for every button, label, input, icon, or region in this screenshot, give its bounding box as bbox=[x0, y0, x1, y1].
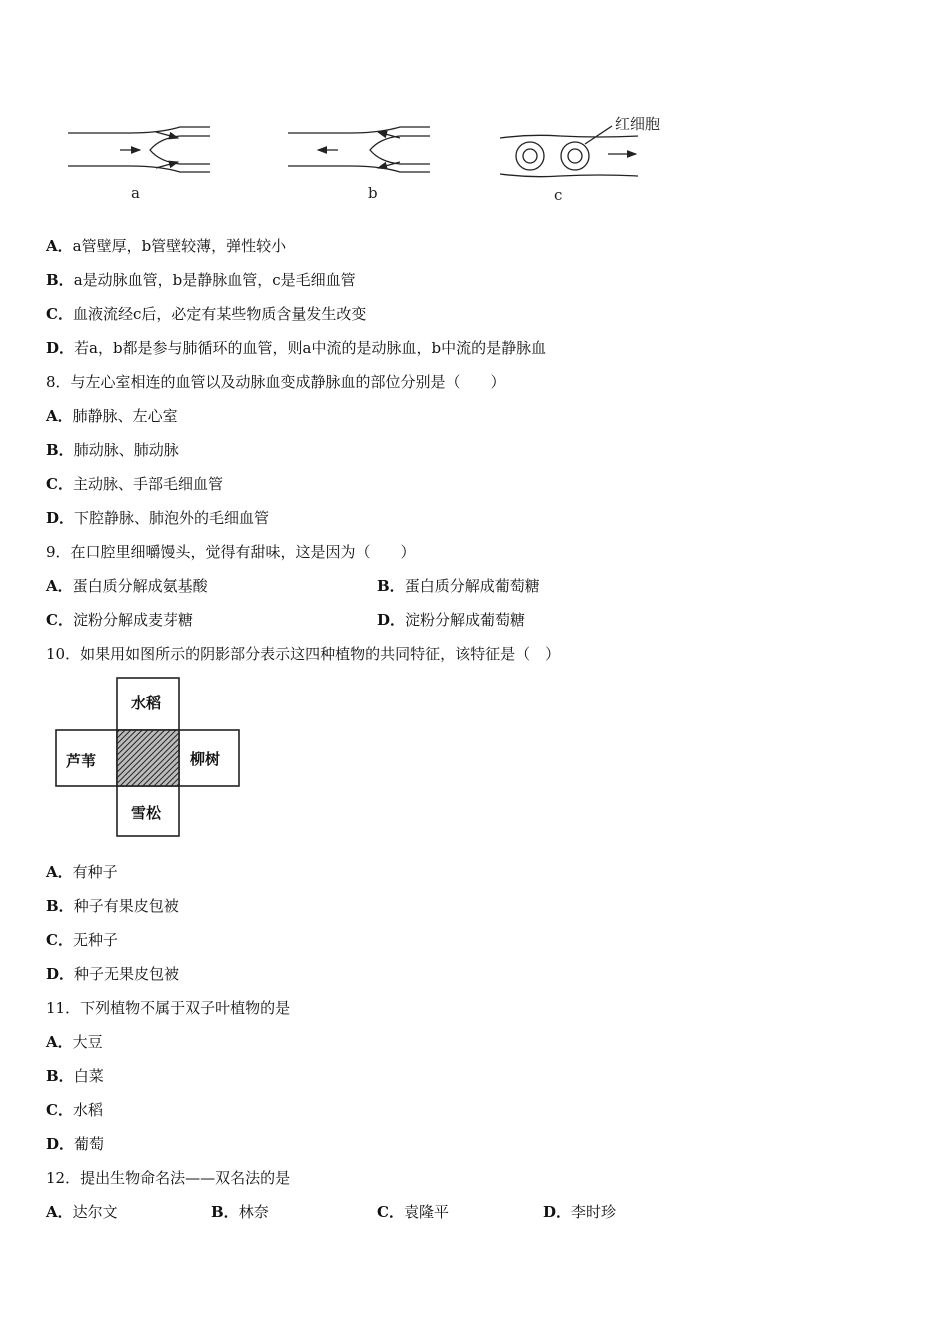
q11-stem: 11．下列植物不属于双子叶植物的是 bbox=[46, 999, 291, 1017]
q9-option-b: B．蛋白质分解成葡萄糖 bbox=[377, 577, 540, 595]
q11-option-d: D．葡萄 bbox=[46, 1135, 105, 1153]
vessel-a-label: a bbox=[131, 184, 140, 202]
vessel-a-diagram bbox=[68, 127, 210, 172]
q9-stem: 9．在口腔里细嚼馒头，觉得有甜味，这是因为（ ） bbox=[46, 543, 416, 561]
q12-option-d: D．李时珍 bbox=[543, 1203, 617, 1221]
plant-left-label: 芦苇 bbox=[66, 752, 97, 770]
vessel-c-label: c bbox=[554, 186, 563, 204]
q8-stem: 8．与左心室相连的血管以及动脉血变成静脉血的部位分别是（ ） bbox=[46, 373, 506, 391]
q11-option-c: C．水稻 bbox=[46, 1101, 103, 1119]
q10-option-c: C．无种子 bbox=[46, 931, 118, 949]
q8-option-a: A．肺静脉、左心室 bbox=[46, 407, 178, 425]
q10-option-b: B．种子有果皮包被 bbox=[46, 897, 179, 915]
vessel-b-diagram bbox=[288, 127, 430, 172]
q10-option-a: A．有种子 bbox=[46, 863, 118, 881]
q7-option-a: A．a管壁厚，b管壁较薄，弹性较小 bbox=[46, 237, 287, 255]
plant-right-label: 柳树 bbox=[190, 750, 221, 768]
q7-option-d: D．若a，b都是参与肺循环的血管，则a中流的是动脉血，b中流的是静脉血 bbox=[46, 339, 547, 357]
q9-option-d: D．淀粉分解成葡萄糖 bbox=[377, 611, 526, 629]
red-blood-cell-label: 红细胞 bbox=[615, 115, 661, 133]
vessel-b-label: b bbox=[368, 184, 378, 202]
plant-top-label: 水稻 bbox=[131, 694, 162, 712]
plant-bottom-label: 雪松 bbox=[131, 804, 162, 822]
shaded-center bbox=[117, 730, 179, 786]
q7-option-c: C．血液流经c后，必定有某些物质含量发生改变 bbox=[46, 305, 367, 323]
q11-option-b: B．白菜 bbox=[46, 1067, 104, 1085]
q9-option-c: C．淀粉分解成麦芽糖 bbox=[46, 611, 193, 629]
q8-option-b: B．肺动脉、肺动脉 bbox=[46, 441, 179, 459]
q12-stem: 12．提出生物命名法——双名法的是 bbox=[46, 1169, 291, 1187]
q10-option-d: D．种子无果皮包被 bbox=[46, 965, 180, 983]
q12-option-a: A．达尔文 bbox=[46, 1203, 118, 1221]
q11-option-a: A．大豆 bbox=[46, 1033, 103, 1051]
q7-option-b: B．a是动脉血管，b是静脉血管，c是毛细血管 bbox=[46, 271, 356, 289]
q8-option-d: D．下腔静脉、肺泡外的毛细血管 bbox=[46, 509, 270, 527]
q10-stem: 10．如果用如图所示的阴影部分表示这四种植物的共同特征，该特征是（ ） bbox=[46, 645, 561, 663]
q12-option-b: B．林奈 bbox=[211, 1203, 269, 1221]
q9-option-a: A．蛋白质分解成氨基酸 bbox=[46, 577, 208, 595]
q12-option-c: C．袁隆平 bbox=[377, 1203, 449, 1221]
q8-option-c: C．主动脉、手部毛细血管 bbox=[46, 475, 223, 493]
